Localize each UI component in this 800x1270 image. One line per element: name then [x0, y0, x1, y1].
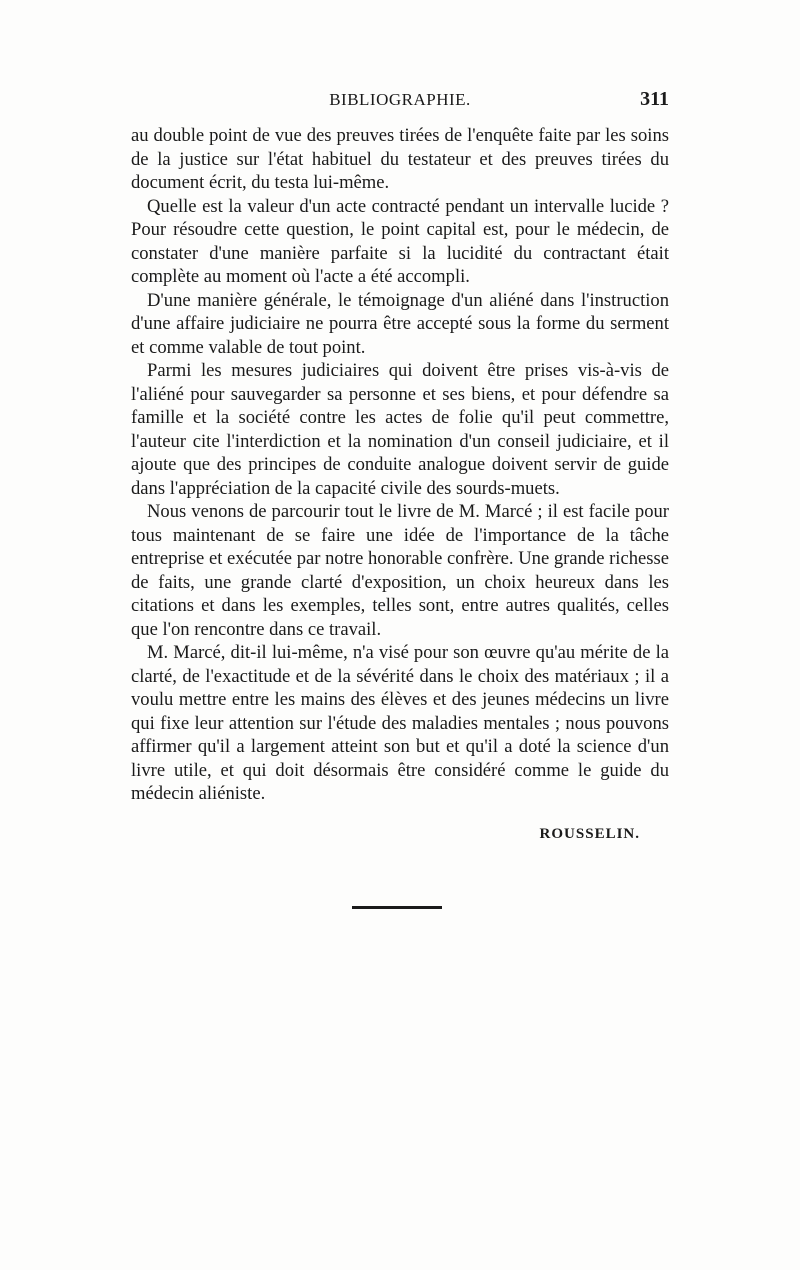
paragraph: Nous venons de parcourir tout le livre de M. Marcé ; il est facile pour tous maintenant de se faire une idée de l'importance de la tâche entreprise et exécutée par notre honorable confrère. Une grande richesse de faits, une grande clarté d'exposition, un choix heureux dans les citations et dans les exemples, telles sont, entre autres qualités, celles que l'on rencontre dans ce travail. [131, 501, 669, 640]
page-number: 311 [640, 88, 669, 110]
paragraph: Quelle est la valeur d'un acte contracté pendant un intervalle lucide ? Pour résoudre cette question, le point capital est, pour le médecin, de constater d'une manière parfaite si la lucidité du contractant était complète au moment où l'acte a été accompli. [131, 195, 669, 287]
article-body [131, 124, 669, 806]
author-signature: ROUSSELIN. [539, 826, 640, 842]
page-header [131, 90, 669, 116]
paragraph: au double point de vue des preuves tirées de l'enquête faite par les soins de la justice sur l'état habituel du testateur et des preuves tirées du document écrit, du testa lui-même. [131, 125, 669, 193]
closing-rule [352, 906, 442, 909]
paragraph: D'une manière générale, le témoignage d'un aliéné dans l'instruction d'une affaire judiciaire ne pourra être accepté sous la forme du serment et comme valable de tout point. [131, 289, 669, 358]
paragraph: M. Marcé, dit-il lui-même, n'a visé pour son œuvre qu'au mérite de la clarté, de l'exactitude et de la sévérité dans le choix des matériaux ; il a voulu mettre entre les mains des élèves et des jeunes médecins un livre qui fixe leur attention sur l'étude des maladies mentales ; nous pouvons affirmer qu'il a largement atteint son but et qu'il a doté la science d'un livre utile, et qui doit désormais être considéré comme le guide du médecin aliéniste. [131, 642, 669, 804]
running-head: BIBLIOGRAPHIE. [329, 90, 471, 109]
paragraph: Parmi les mesures judiciaires qui doivent être prises vis-à-vis de l'aliéné pour sauvegarder sa personne et ses biens, et pour défendre sa famille et la société contre les actes de folie qu'il peut commettre, l'auteur cite l'interdiction et la nomination d'un conseil judiciaire, et il ajoute que des principes de conduite analogue doivent servir de guide dans l'appréciation de la capacité civile des sourds-muets. [131, 360, 669, 499]
